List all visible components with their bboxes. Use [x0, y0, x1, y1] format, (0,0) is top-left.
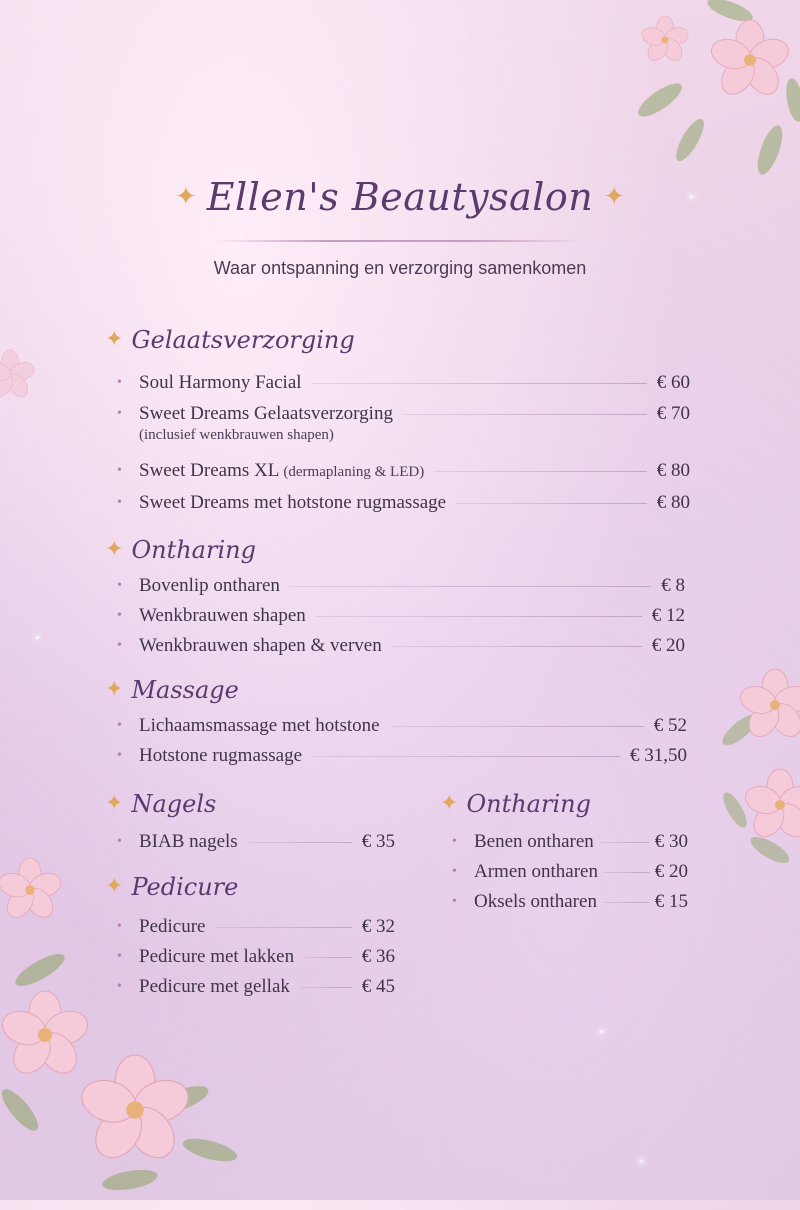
section-title: Nagels — [131, 790, 217, 818]
bullet-icon: • — [117, 375, 122, 390]
service-name: Pedicure met lakken — [139, 946, 295, 967]
service-name: Soul Harmony Facial — [139, 372, 302, 393]
sparkle-icon: ✦ — [105, 327, 124, 352]
service-price: € 12 — [651, 605, 685, 626]
glitter-speck — [640, 1160, 643, 1163]
service-price: € 8 — [661, 575, 685, 596]
leader-line — [304, 957, 352, 958]
service-price: € 60 — [656, 372, 690, 393]
leader-line — [312, 383, 647, 384]
service-name: Wenkbrauwen shapen — [139, 605, 306, 626]
service-name: Bovenlip ontharen — [139, 575, 280, 596]
glitter-speck — [600, 1030, 603, 1033]
leader-line — [434, 471, 647, 472]
sparkle-icon: ✦ — [174, 182, 197, 212]
subtitle: Waar ontspanning en verzorging samenkomen — [213, 258, 587, 278]
bullet-icon: • — [117, 949, 122, 964]
sparkle-icon: ✦ — [603, 182, 626, 212]
header — [0, 175, 800, 219]
list-item — [105, 711, 687, 741]
section-gelaatsverzorging — [105, 323, 690, 519]
sparkle-icon: ✦ — [105, 874, 124, 899]
section-title: Ontharing — [131, 536, 256, 564]
salon-title: Ellen's Beautysalon — [206, 175, 594, 219]
leader-line — [456, 503, 647, 504]
service-price: € 52 — [653, 715, 687, 736]
bullet-icon: • — [117, 578, 122, 593]
service-price: € 70 — [656, 403, 690, 424]
service-name: Sweet Dreams Gelaatsverzorging — [139, 403, 393, 424]
list-item — [105, 571, 685, 601]
service-price: € 32 — [361, 916, 395, 937]
bullet-icon: • — [117, 979, 122, 994]
sparkle-icon: ✦ — [440, 791, 459, 816]
service-price: € 30 — [654, 831, 688, 852]
service-name: Wenkbrauwen shapen & verven — [139, 635, 382, 656]
service-name: Sweet Dreams met hotstone rugmassage — [139, 492, 447, 513]
service-price: € 31,50 — [630, 745, 687, 766]
section-title: Gelaatsverzorging — [131, 326, 355, 354]
service-name: Armen ontharen — [474, 861, 598, 882]
sparkle-icon: ✦ — [105, 791, 124, 816]
leader-line — [215, 927, 351, 928]
sparkle-icon: ✦ — [105, 537, 124, 562]
service-price: € 80 — [656, 460, 690, 481]
leader-line — [316, 616, 642, 617]
bullet-icon: • — [452, 834, 457, 849]
list-item — [105, 741, 687, 771]
list-item — [105, 912, 395, 942]
bullet-icon: • — [117, 748, 122, 763]
leader-line — [312, 756, 620, 757]
service-detail: (dermaplaning & LED) — [283, 464, 425, 480]
service-name: Pedicure met gellak — [139, 976, 290, 997]
service-price: € 20 — [654, 861, 688, 882]
section-title: Massage — [131, 676, 239, 704]
bullet-icon: • — [452, 894, 457, 909]
service-name: BIAB nagels — [139, 831, 238, 852]
service-name: Oksels ontharen — [474, 891, 597, 912]
service-price: € 36 — [361, 946, 395, 967]
glitter-speck — [36, 636, 39, 639]
service-name: Benen ontharen — [474, 831, 594, 852]
flower-decoration-right — [710, 630, 800, 890]
bullet-icon: • — [117, 919, 122, 934]
list-item — [105, 367, 690, 399]
bullet-icon: • — [117, 463, 122, 478]
section-nagels — [105, 787, 395, 857]
service-note: (inclusief wenkbrauwen shapen) — [139, 427, 334, 443]
list-item — [105, 601, 685, 631]
list-item — [105, 972, 395, 1002]
leader-line — [603, 902, 649, 903]
service-price: € 20 — [651, 635, 685, 656]
service-name: Sweet Dreams XL (dermaplaning & LED) — [139, 460, 425, 481]
leader-line — [392, 646, 642, 647]
bullet-icon: • — [117, 495, 122, 510]
service-price: € 80 — [656, 492, 690, 513]
list-item — [105, 942, 395, 972]
bullet-icon: • — [117, 718, 122, 733]
list-item — [440, 887, 688, 917]
sparkle-icon: ✦ — [105, 677, 124, 702]
list-item — [105, 631, 685, 661]
leader-line — [403, 414, 647, 415]
bullet-icon: • — [452, 864, 457, 879]
section-ontharing-body — [440, 787, 688, 917]
bullet-icon: • — [117, 638, 122, 653]
leader-line — [600, 842, 649, 843]
flower-decoration-left — [0, 330, 60, 420]
list-item — [105, 827, 395, 857]
service-name: Hotstone rugmassage — [139, 745, 303, 766]
bullet-icon: • — [117, 608, 122, 623]
list-item — [105, 399, 690, 429]
section-pedicure — [105, 870, 395, 1002]
list-item — [105, 487, 690, 519]
list-item — [440, 827, 688, 857]
section-title: Pedicure — [131, 873, 239, 901]
section-ontharing — [105, 533, 685, 661]
leader-line — [390, 726, 644, 727]
service-name: Lichaamsmassage met hotstone — [139, 715, 380, 736]
service-price: € 35 — [361, 831, 395, 852]
leader-line — [604, 872, 649, 873]
bullet-icon: • — [117, 834, 122, 849]
list-item — [105, 455, 690, 487]
leader-line — [300, 987, 352, 988]
service-price: € 15 — [654, 891, 688, 912]
bullet-icon: • — [117, 406, 122, 421]
section-massage — [105, 673, 687, 771]
title-underline — [215, 240, 585, 242]
section-title: Ontharing — [466, 790, 591, 818]
leader-line — [248, 842, 352, 843]
leader-line — [290, 586, 651, 587]
service-price: € 45 — [361, 976, 395, 997]
list-item — [440, 857, 688, 887]
service-name: Pedicure — [139, 916, 206, 937]
